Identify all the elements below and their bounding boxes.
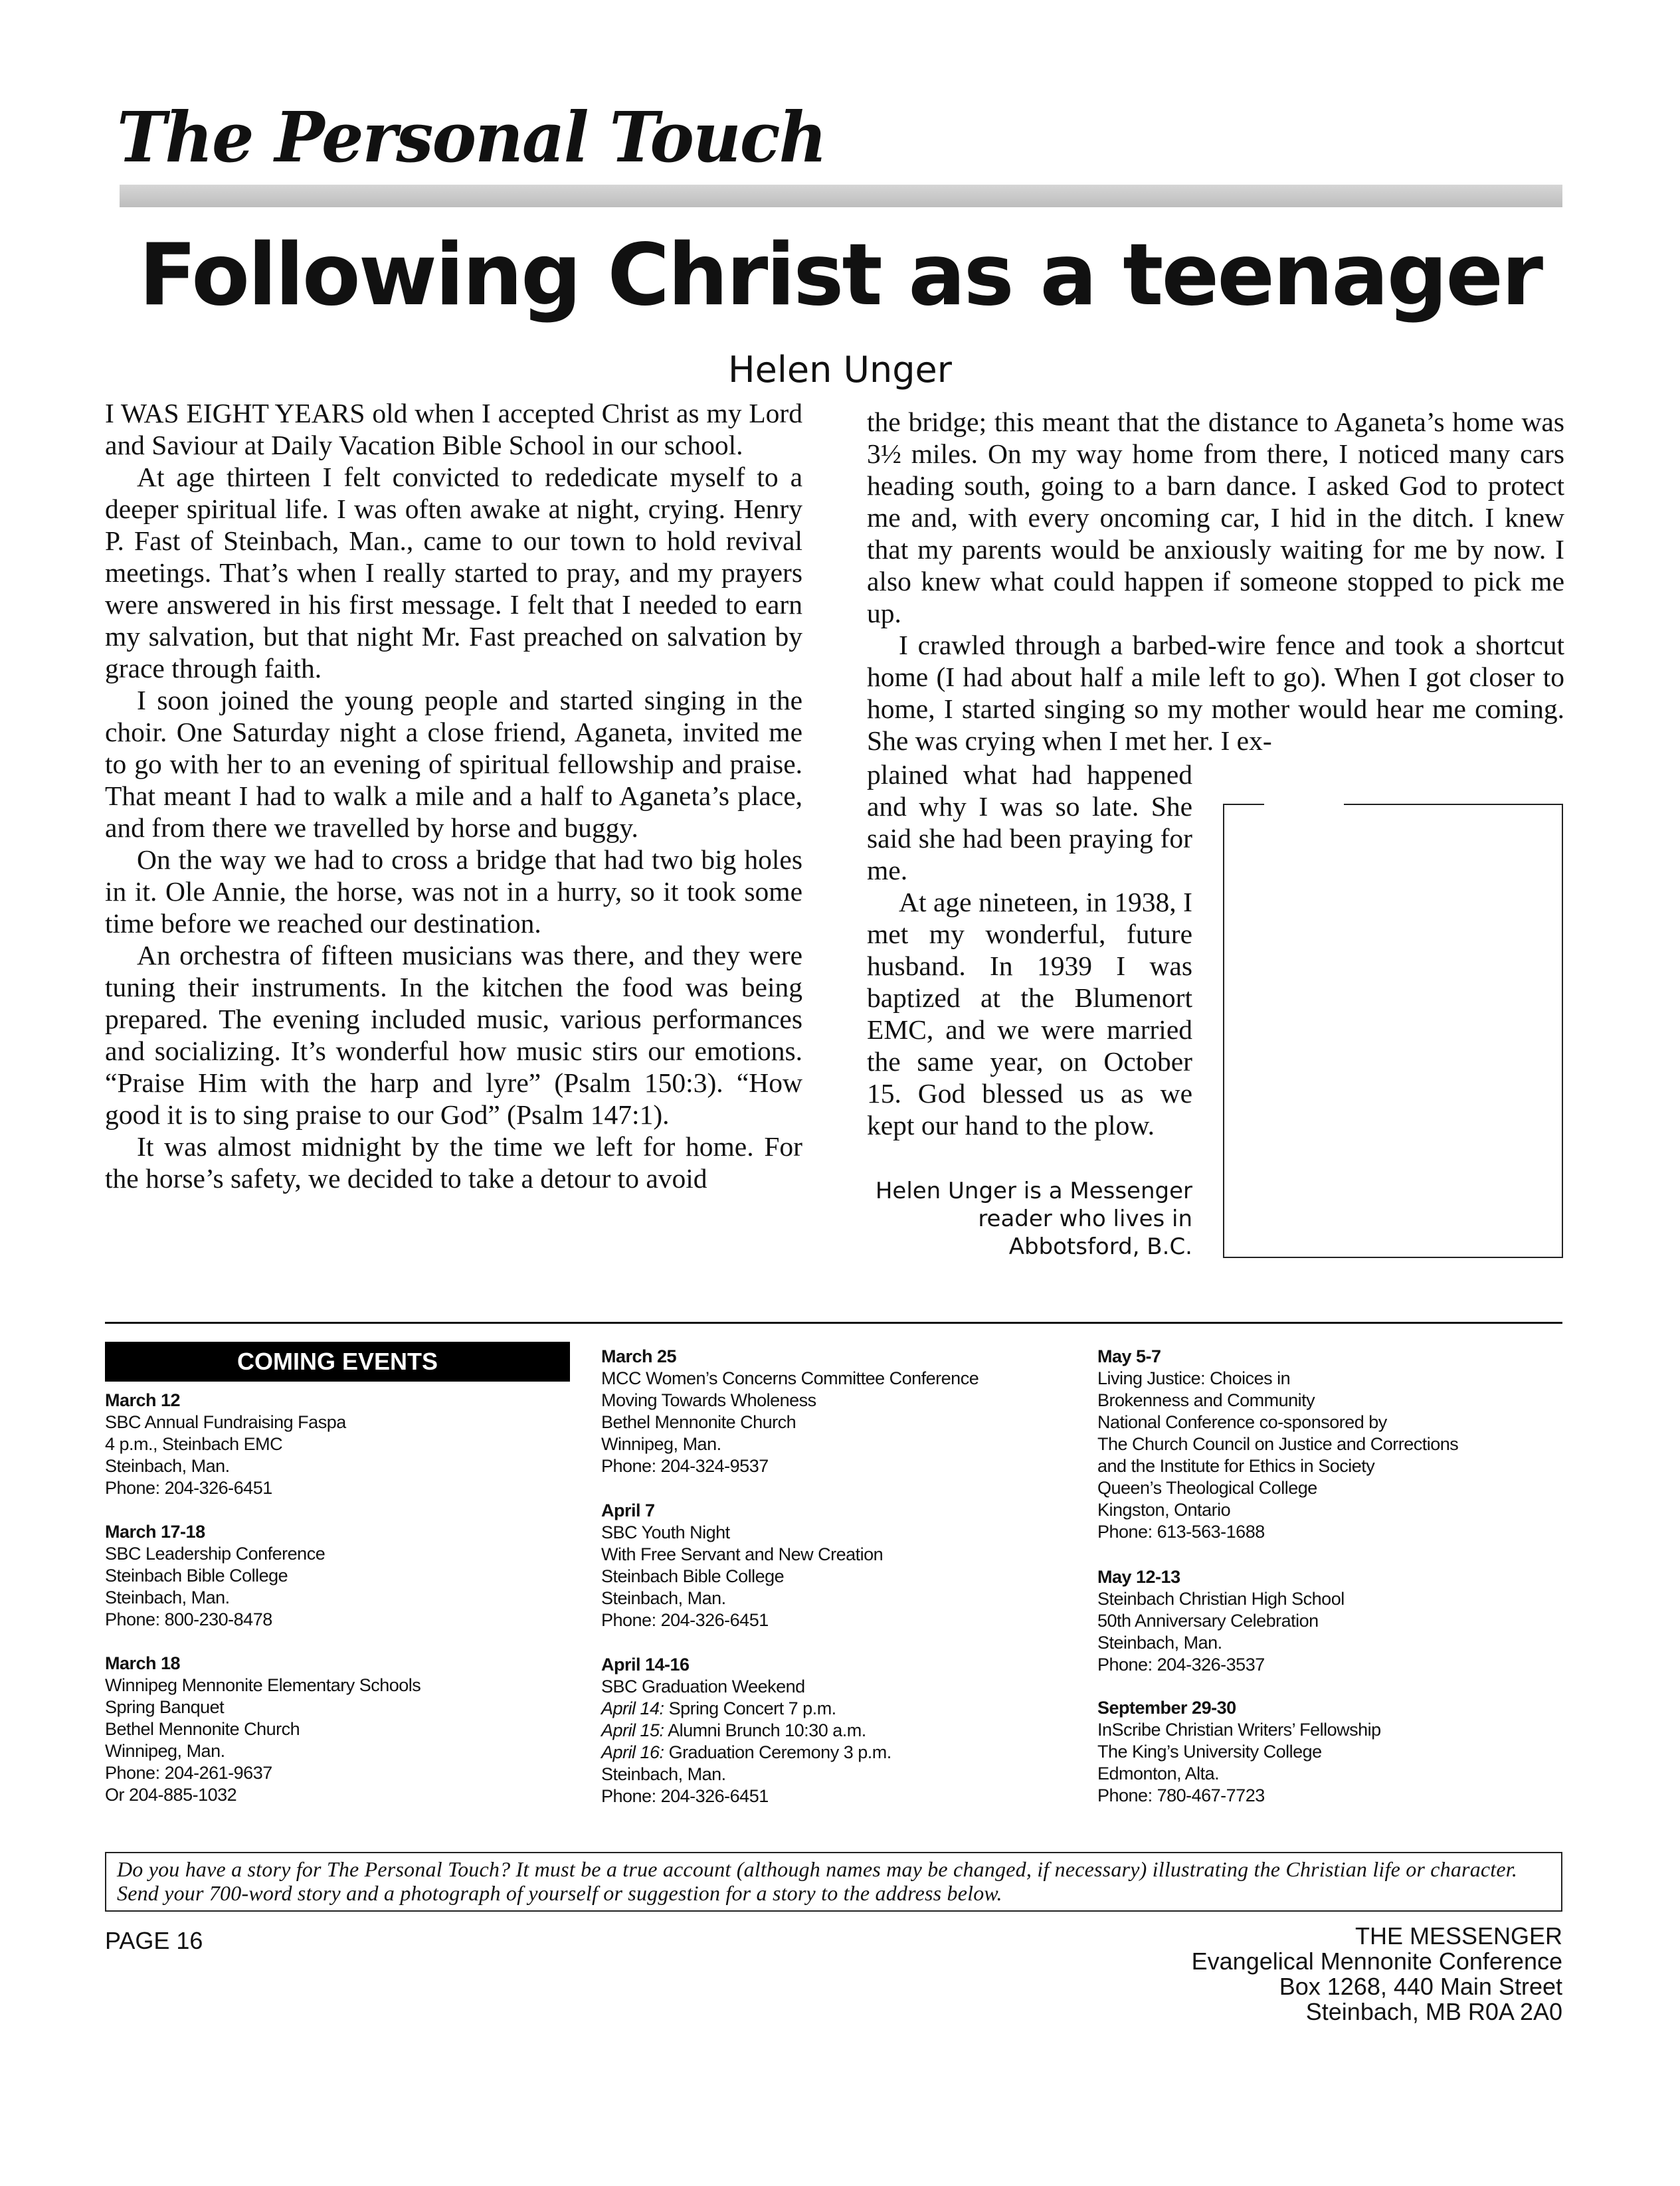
- event-item: March 25 MCC Women’s Concerns Committee Conference Moving Towards Wholeness Bethel Mennonite Church Winnipeg, Man. Phone: 204-324-9537: [601, 1346, 979, 1476]
- article-column-left: [105, 397, 802, 1194]
- paragraph: At age nineteen, in 1938, I met my wonderful, future husband. In 1939 I was baptized at the Blumenort EMC, and we were married the same year, on October 15. God blessed us as we kept our hand to the plow.: [867, 887, 1192, 1140]
- event-item: April 7 SBC Youth Night With Free Servant and New Creation Steinbach Bible College Steinbach, Man. Phone: 204-326-6451: [601, 1501, 884, 1630]
- paragraph: I crawled through a barbed-wire fence and took a shortcut home (I had about half a mile left to go). When I got closer to home, I started singing so my mother would hear me coming. She was crying when I met her. I ex-: [867, 630, 1564, 756]
- event-item: March 17-18 SBC Leadership Conference Steinbach Bible College Steinbach, Man. Phone: 800-230-8478: [105, 1522, 326, 1629]
- article-column-narrow: [867, 759, 1192, 1141]
- paragraph: the bridge; this meant that the distance to Aganeta’s home was 3½ miles. On my way home from there, I noticed many cars heading south, going to a barn dance. I asked God to protect me and, with every oncoming car, I hid in the ditch. I knew that my parents would be anxiously waiting for me by now. I also knew what could happen if someone stopped to pick me up.: [867, 407, 1564, 628]
- mailing-address: THE MESSENGER Evangelical Mennonite Conference Box 1268, 440 Main Street Steinbach, MB R0A 2A0: [1191, 1922, 1562, 2025]
- paragraph: I soon joined the young people and started singing in the choir. One Saturday night a close friend, Aganeta, invited me to go with her to an evening of spiritual fellowship and praise. That meant I had to walk a mile and a half to Aganeta’s place, and from there we travelled by horse and buggy.: [105, 685, 802, 843]
- article-headline: Following Christ as a teenager: [138, 226, 1542, 325]
- page-number: PAGE 16: [105, 1927, 203, 1954]
- photo-placeholder: [1223, 804, 1563, 1258]
- paragraph: At age thirteen I felt convicted to rededicate myself to a deeper spiritual life. I was often awake at night, crying. Henry P. Fast of Steinbach, Man., came to our town to hold revival meetings. That’s when I really started to pray, and my prayers were answered in his first message. I felt that I needed to earn my salvation, but that night Mr. Fast preached on salvation by grace through faith.: [105, 462, 802, 683]
- paragraph: On the way we had to cross a bridge that had two big holes in it. Ole Annie, the horse, was not in a hurry, so it took some time before we reached our destination.: [105, 844, 802, 939]
- article-byline: Helen Unger: [728, 349, 952, 391]
- event-item: March 18 Winnipeg Mennonite Elementary Schools Spring Banquet Bethel Mennonite Church Winnipeg, Man. Phone: 204-261-9637 Or 204-885-1032: [105, 1653, 421, 1805]
- section-title-bar: [120, 185, 1562, 207]
- event-item: May 12-13 Steinbach Christian High School 50th Anniversary Celebration Steinbach, Man. Phone: 204-326-3537: [1097, 1567, 1345, 1675]
- event-item: April 14-16 SBC Graduation Weekend April 14: Spring Concert 7 p.m. April 15: Alumni Brunch 10:30 a.m. April 16: Graduation Ceremony 3 p.m. Steinbach, Man. Phone: 204-326-6451: [601, 1655, 891, 1806]
- article-column-right: [867, 406, 1564, 757]
- paragraph: It was almost midnight by the time we left for home. For the horse’s safety, we decided to take a detour to avoid: [105, 1131, 802, 1194]
- author-bio: Helen Unger is a Messenger reader who lives in Abbotsford, B.C.: [875, 1178, 1192, 1260]
- paragraph: I WAS EIGHT YEARS old when I accepted Christ as my Lord and Saviour at Daily Vacation Bible School in our school.: [105, 398, 802, 460]
- event-item: September 29-30 InScribe Christian Writers’ Fellowship The King’s University College Edmonton, Alta. Phone: 780-467-7723: [1097, 1698, 1381, 1805]
- event-item: March 12 SBC Annual Fundraising Faspa 4 p.m., Steinbach EMC Steinbach, Man. Phone: 204-326-6451: [105, 1390, 346, 1498]
- divider: [105, 1322, 1562, 1324]
- event-item: May 5-7 Living Justice: Choices in Brokenness and Community National Conference co-sponsored by The Church Council on Justice and Corrections and the Institute for Ethics in Society Queen’s Theological College Kingston, Ontario Phone: 613-563-1688: [1097, 1346, 1459, 1542]
- paragraph: plained what had happened and why I was so late. She said she had been praying for me.: [867, 759, 1192, 885]
- section-title: The Personal Touch: [117, 100, 840, 175]
- submission-notice: Do you have a story for The Personal Touch? It must be a true account (although names may be changed, if necessary) illustrating the Christian life or character. Send your 700-word story and a photograph of yourself or suggestion for a story to the address below.: [117, 1857, 1518, 1905]
- events-header: COMING EVENTS: [105, 1342, 570, 1382]
- paragraph: An orchestra of fifteen musicians was there, and they were tuning their instruments. In the kitchen the food was being prepared. The evening included music, various performances and socializing. It’s wonderful how music stirs our emotions. “Praise Him with the harp and lyre” (Psalm 150:3). “How good it is to sing praise to our God” (Psalm 147:1).: [105, 940, 802, 1130]
